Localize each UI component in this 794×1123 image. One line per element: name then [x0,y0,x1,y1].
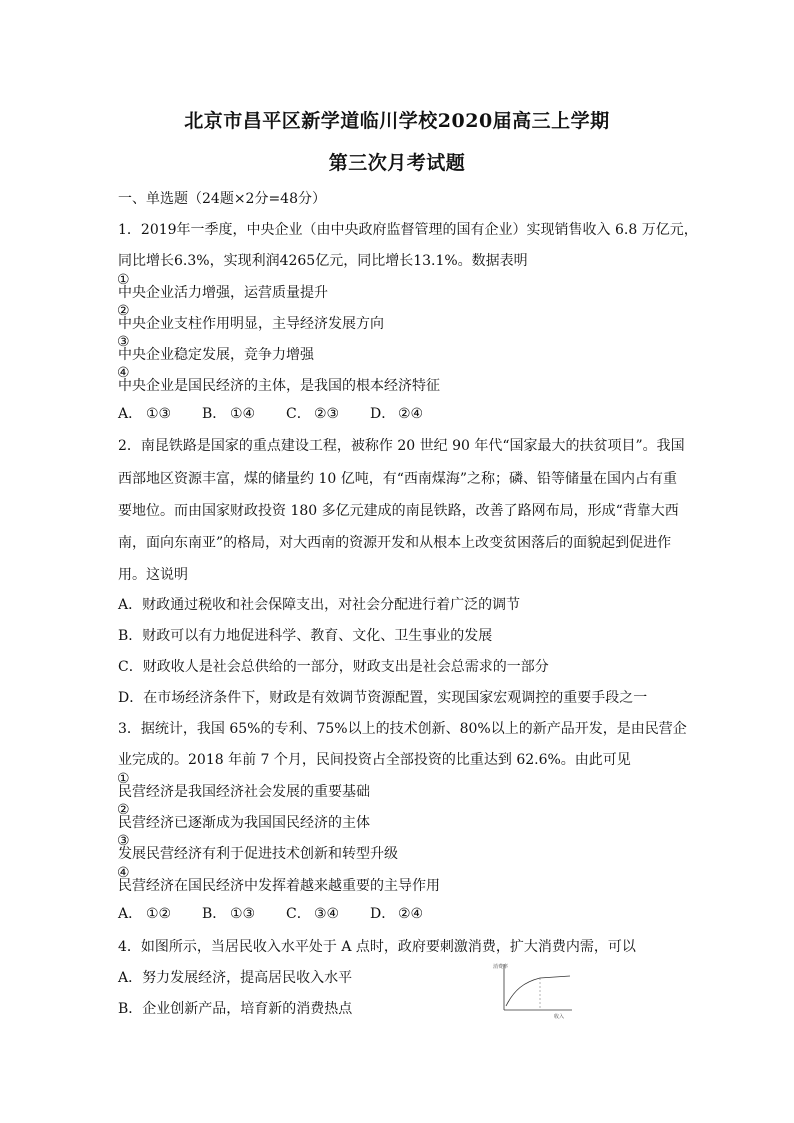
q2-stem-line-4: 南，面向东南亚”的格局，对大西南的资源开发和从根本上改变贫困落后的面貌起到促进作 [118,535,672,551]
q4-option-a: A．努力发展经济，提高居民收入水平 [118,970,353,986]
q3-item-2-text: 民营经济已逐渐成为我国国民经济的主体 [118,815,370,831]
q1-item-4-text: 中央企业是国民经济的主体，是我国的根本经济特征 [118,378,440,394]
q3-item-1-mark: ① [117,771,130,787]
graph-x-label: 收入 [554,1014,565,1020]
q3-item-2-mark: ② [117,802,130,818]
q2-option-b: B．财政可以有力地促进科学、教育、文化、卫生事业的发展 [118,628,493,644]
q3-option-a-value: ①② [146,906,172,922]
q1-item-2 [117,303,384,333]
q1-option-d-value: ②④ [398,406,424,422]
q1-item-2-mark: ② [117,303,130,319]
q1-item-2-text: 中央企业支柱作用明显，主导经济发展方向 [118,316,384,332]
section-heading: 一、单选题（24题×2分=48分） [118,191,326,207]
q3-option-b-label: B． [202,906,227,922]
q3-stem-line-2: 业完成的。2018 年前 7 个月，民间投资占全部投资的比重达到 62.6%。由此可见 [118,752,631,768]
q1-stem-line-2: 同比增长6.3%，实现利润4265亿元，同比增长13.1%。数据表明 [118,253,528,269]
q3-option-d-label: D． [370,906,396,922]
q3-stem-line-1: 3．据统计，我国 65%的专利、75%以上的技术创新、80%以上的新产品开发，是由民营企 [118,721,687,737]
q1-item-3 [117,334,314,364]
q1-option-c-value: ②③ [314,406,340,422]
q1-item-3-mark: ③ [117,334,130,350]
q2-option-c: C．财政收人是社会总供给的一部分，财政支出是社会总需求的一部分 [118,659,549,675]
q1-option-b-label: B． [202,406,227,422]
q1-item-4-mark: ④ [117,365,130,381]
q2-stem-line-1: 2．南昆铁路是国家的重点建设工程，被称作 20 世纪 90 年代“国家最大的扶贫项目”。我国 [118,438,685,454]
page-subtitle: 第三次月考试题 [328,152,466,174]
q3-item-4-mark: ④ [117,865,130,881]
q2-stem-line-3: 要地位。而由国家财政投资 180 多亿元建成的南昆铁路，改善了路网布局，形成“背靠大西 [118,503,679,519]
q1-item-3-text: 中央企业稳定发展，竞争力增强 [118,347,314,363]
q1-option-c-label: C． [286,406,311,422]
q3-item-1-text: 民营经济是我国经济社会发展的重要基础 [118,784,370,800]
q1-option-a-value: ①③ [146,406,172,422]
q3-item-4-text: 民营经济在国民经济中发挥着越来越重要的主导作用 [118,878,440,894]
q1-option-d-label: D． [370,406,396,422]
q1-item-4 [117,365,440,395]
q3-options [118,903,423,923]
q3-option-c-value: ③④ [314,906,340,922]
q3-item-1 [117,771,370,801]
q1-item-1-text: 中央企业活力增强，运营质量提升 [118,285,328,301]
q3-option-c-label: C． [286,906,311,922]
q1-item-1-mark: ① [117,272,130,288]
q4-stem: 4．如图所示，当居民收入水平处于 A 点时，政府要刺激消费，扩大消费内需，可以 [118,939,636,955]
q1-stem-line-1: 1．2019年一季度，中央企业（由中央政府监督管理的国有企业）实现销售收入 6.8 万亿元， [118,222,698,238]
graph-curve [506,976,570,1006]
q1-item-1 [117,272,328,302]
q2-option-d: D．在市场经济条件下，财政是有效调节资源配置，实现国家宏观调控的重要手段之一 [118,690,648,706]
q3-item-3 [117,833,398,863]
q3-option-d-value: ②④ [398,906,424,922]
q2-option-a: A．财政通过税收和社会保障支出，对社会分配进行着广泛的调节 [118,597,521,613]
q2-stem-line-5: 用。这说明 [118,567,188,583]
q3-item-3-text: 发展民营经济有利于促进技术创新和转型升级 [118,846,398,862]
q4-option-b: B．企业创新产品，培育新的消费热点 [118,1001,353,1017]
q3-option-b-value: ①③ [230,906,256,922]
q1-option-a-label: A． [118,406,143,422]
consumption-income-graph [490,960,576,1020]
q3-item-3-mark: ③ [117,833,130,849]
q2-stem-line-2: 西部地区资源丰富，煤的储量约 10 亿吨，有“西南煤海”之称；磷、铅等储量在国内占有重 [118,471,678,487]
page-title: 北京市昌平区新学道临川学校2020届高三上学期 [184,110,610,132]
graph-y-label: 消费率 [493,964,509,970]
q3-option-a-label: A． [118,906,143,922]
q3-item-4 [117,865,440,895]
q1-options [118,403,423,423]
q1-option-b-value: ①④ [230,406,256,422]
q3-item-2 [117,802,370,832]
